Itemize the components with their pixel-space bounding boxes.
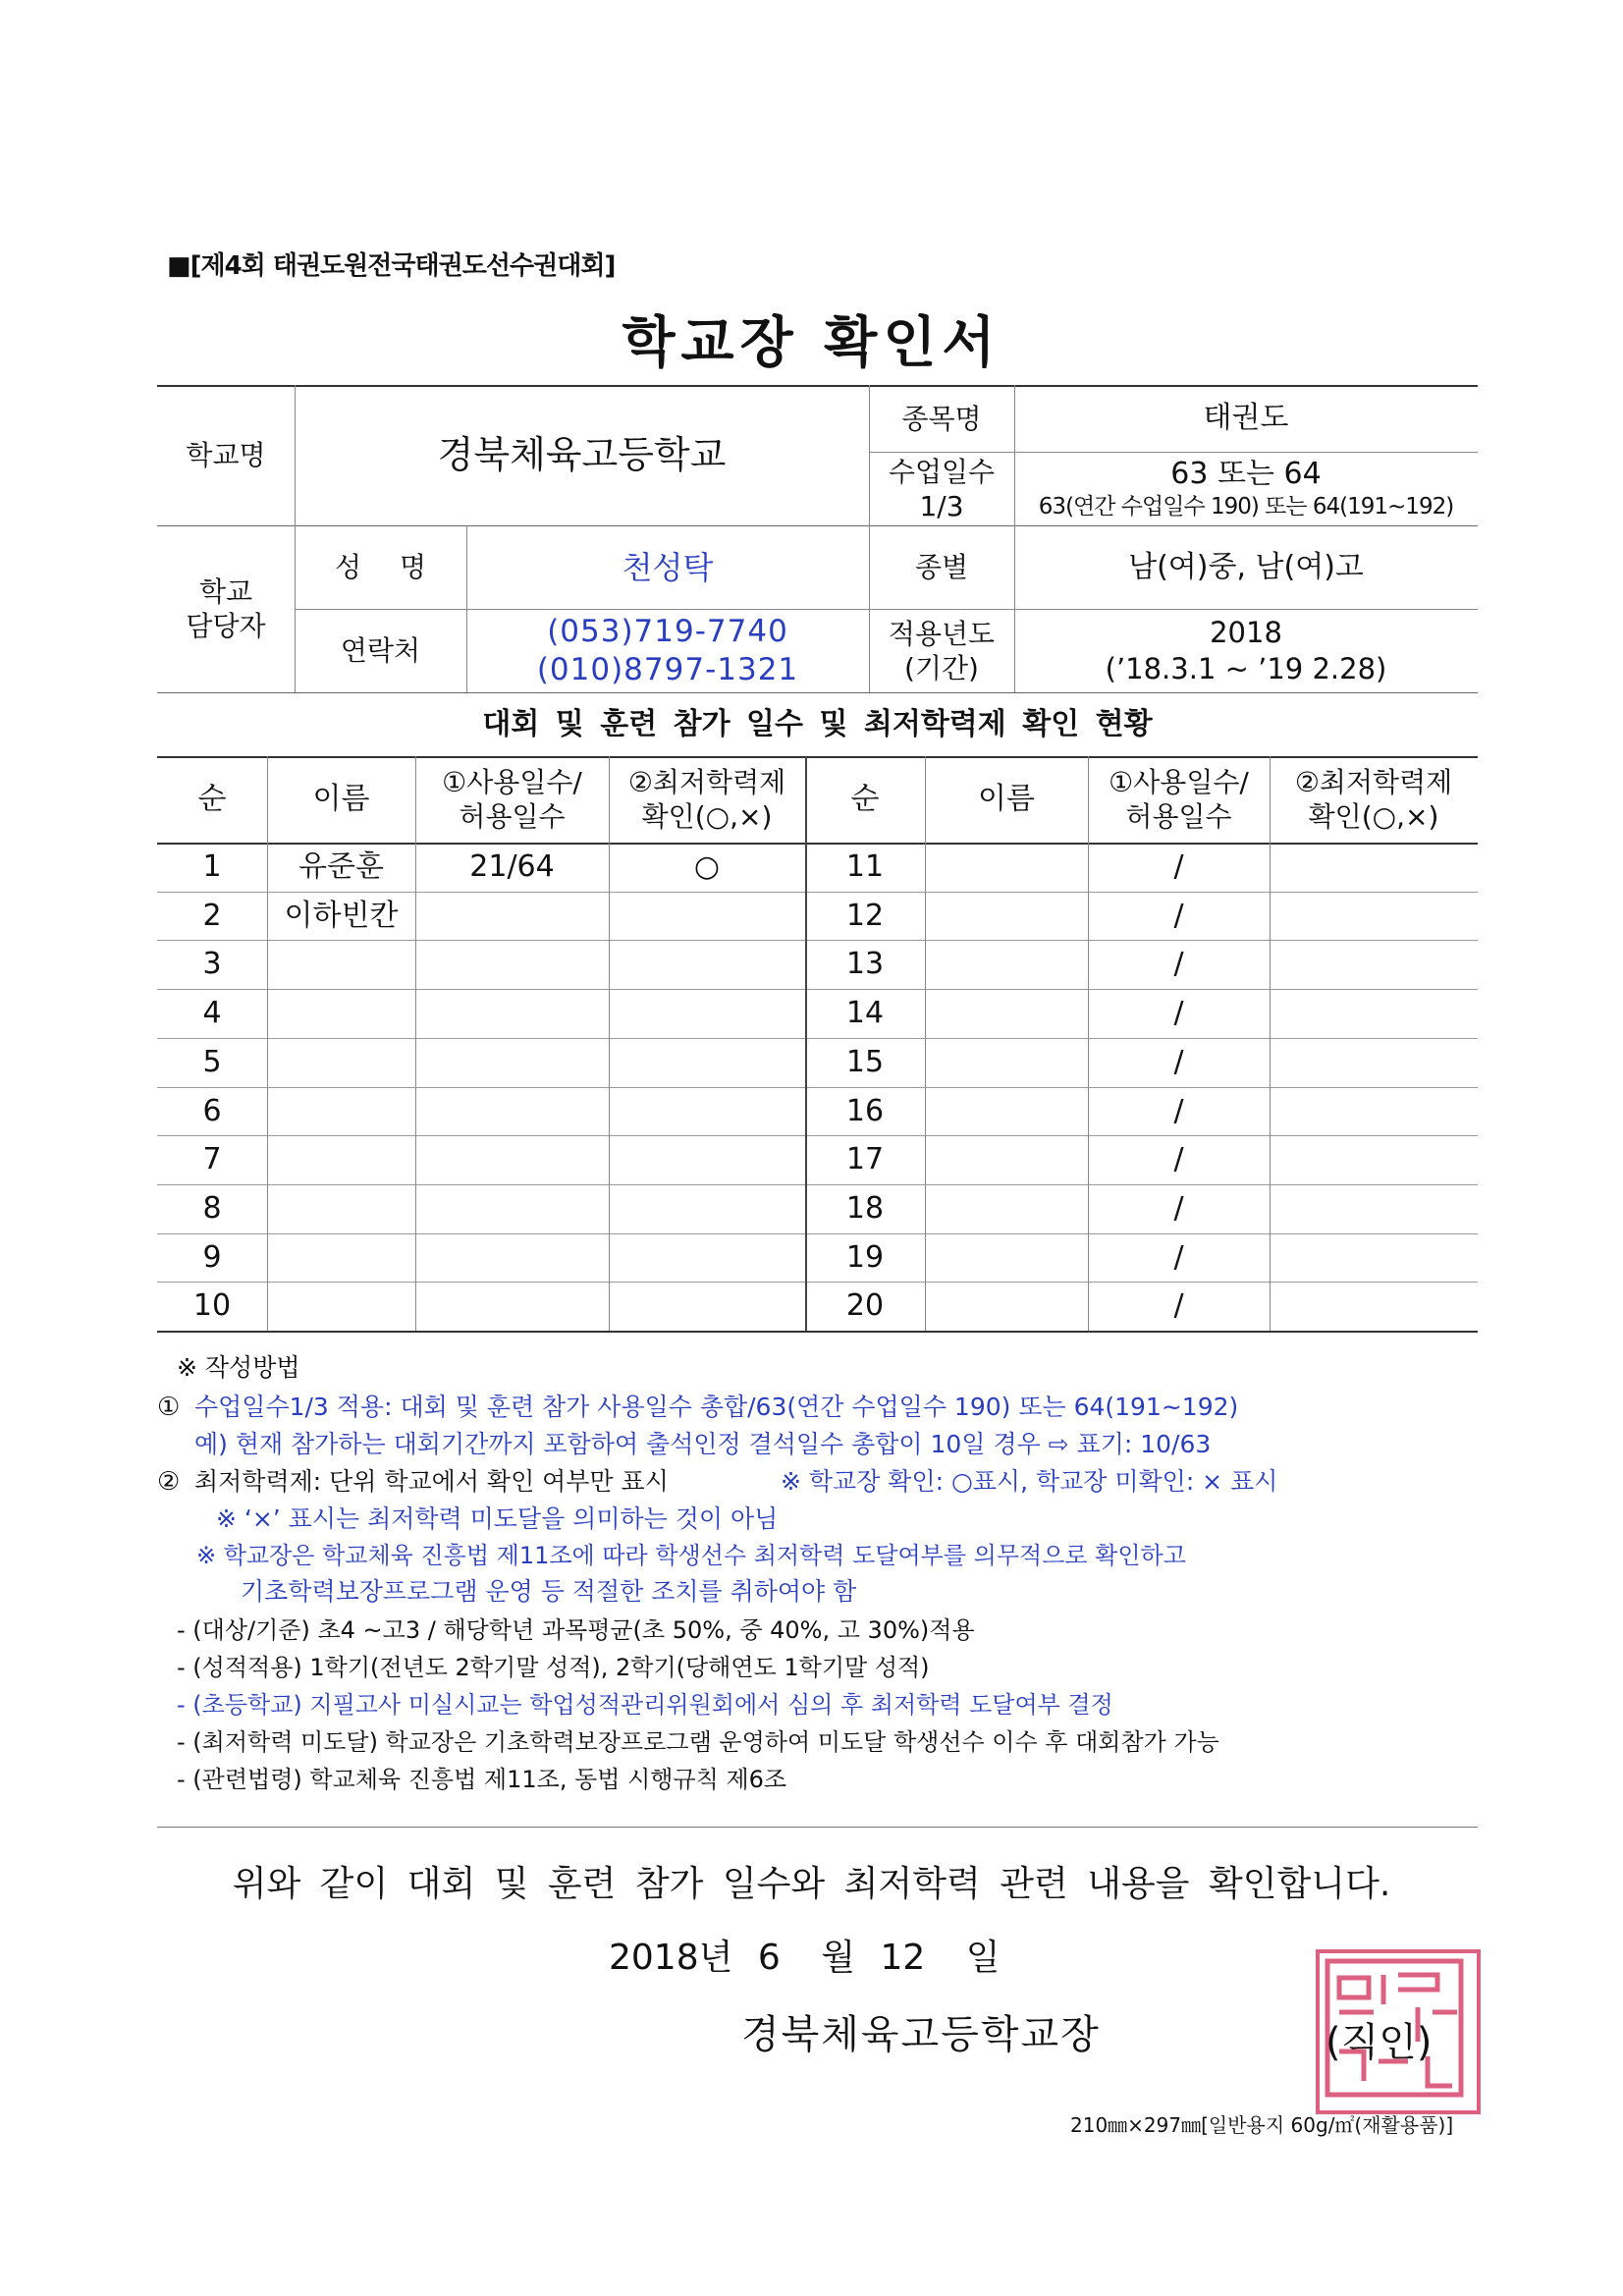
table-cell-right-name (925, 1087, 1088, 1136)
col-header-days-right (1088, 756, 1270, 843)
year-value (1014, 609, 1478, 692)
table-cell-right-check (1270, 843, 1478, 892)
col-header-days-right-line2: 허용일수 (1125, 800, 1232, 833)
table-cell-right-name (925, 940, 1088, 989)
table-cell-right-check (1270, 989, 1478, 1038)
col-header-min-line2: 확인(○,×) (641, 800, 773, 833)
table-cell-left-name: 유준훈 (298, 849, 384, 885)
date-month-unit: 월 (821, 1938, 855, 1978)
table-cell-left-check (609, 1233, 805, 1283)
col-header-min-right-line1: ②최저학력제 (1294, 766, 1453, 798)
table-cell-left-check (609, 1135, 805, 1184)
year-value-line2: (’18.3.1 ~ ’19 2.28) (1105, 651, 1387, 685)
table-cell-right-no: 14 (845, 996, 885, 1031)
table-cell-left-days (415, 989, 609, 1038)
table-cell-left-days (415, 940, 609, 989)
days-value-line2: 63(연간 수업일수 190) 또는 64(191~192) (1038, 493, 1454, 519)
note-1: 수업일수1/3 적용: 대회 및 훈련 참가 사용일수 총합/63(연간 수업일수 190) 또는 64(191~192) (194, 1393, 1239, 1421)
table-cell-right-days: / (1173, 1190, 1184, 1226)
table-cell-left-no: 1 (202, 849, 222, 885)
days-label-line2: 1/3 (919, 489, 964, 522)
table-cell-right-check (1270, 1282, 1478, 1331)
table-cell-left-no: 8 (202, 1190, 222, 1226)
signer-name: 경북체육고등학교장 (741, 2012, 1101, 2057)
table-cell-right-name (925, 989, 1088, 1038)
col-header-days-line2: 허용일수 (459, 800, 566, 833)
table-cell-right-check (1270, 1135, 1478, 1184)
school-name: 경북체육고등학교 (437, 432, 727, 476)
year-value-line1: 2018 (1210, 616, 1282, 650)
note-2: 최저학력제: 단위 학교에서 확인 여부만 표시 (194, 1467, 669, 1496)
days-value-line1: 63 또는 64 (1170, 457, 1322, 492)
contact-value (466, 609, 869, 692)
table-cell-left-name (267, 1038, 415, 1087)
event-label: 종목명 (901, 402, 982, 435)
col-header-min-right (1270, 756, 1478, 843)
school-label: 학교명 (186, 439, 266, 471)
table-cell-right-no: 17 (845, 1142, 885, 1177)
date-year: 2018년 (609, 1938, 733, 1978)
table-cell-left-days (415, 1087, 609, 1136)
notes-heading: ※ 작성방법 (177, 1353, 300, 1382)
table-cell-right-days: / (1173, 1239, 1184, 1275)
col-header-min (609, 756, 805, 843)
table-cell-right-days: / (1173, 1093, 1184, 1128)
note-2-mark: ② (157, 1467, 181, 1497)
year-label (869, 609, 1014, 692)
table-cell-right-no: 13 (845, 947, 885, 982)
table-cell-right-days: / (1173, 1288, 1184, 1324)
note-1-example: 예) 현재 참가하는 대회기간까지 포함하여 출석인정 결석일수 총합이 10일 경우 ⇨ 표기: 10/63 (194, 1430, 1212, 1458)
table-cell-right-no: 11 (845, 849, 885, 885)
table-cell-right-name (925, 1038, 1088, 1087)
table-cell-right-name (925, 892, 1088, 941)
table-cell-left-check (609, 1282, 805, 1331)
table-cell-left-check (609, 1038, 805, 1087)
days-label-line1: 수업일수 (888, 455, 996, 488)
table-cell-right-no: 19 (845, 1239, 885, 1275)
event-header: ■[제4회 태권도원전국태권도선수권대회] (167, 251, 616, 281)
table-cell-right-name (925, 1184, 1088, 1233)
table-cell-right-name (925, 1135, 1088, 1184)
table-cell-left-name: 이하빈칸 (284, 898, 399, 933)
days-label (869, 452, 1014, 525)
table-cell-left-no: 4 (202, 996, 222, 1031)
note-3: ※ ‘×’ 표시는 최저학력 미도달을 의미하는 것이 아님 (216, 1504, 779, 1533)
manager-label-line1: 학교 (198, 575, 253, 608)
name-label: 성 명 (335, 551, 426, 583)
contact-label: 연락처 (340, 634, 421, 667)
note-4b: 기초학력보장프로그램 운영 등 적절한 조치를 취하여야 함 (241, 1577, 857, 1606)
type-label: 종별 (914, 551, 969, 583)
table-cell-left-days: 21/64 (469, 849, 555, 885)
table-cell-left-no: 3 (202, 947, 222, 982)
table-cell-right-check (1270, 1184, 1478, 1233)
confirm-statement: 위와 같이 대회 및 훈련 참가 일수와 최저학력 관련 내용을 확인합니다. (232, 1864, 1391, 1904)
detail-4: - (최저학력 미도달) 학교장은 기초학력보장프로그램 운영하여 미도달 학생선수 이수 후 대회참가 가능 (177, 1728, 1219, 1756)
date-day-unit: 일 (965, 1938, 1001, 1978)
manager-label (157, 525, 295, 692)
table-cell-left-days (415, 1038, 609, 1087)
table-cell-left-name (267, 1135, 415, 1184)
date-month: 6 (757, 1938, 781, 1978)
table-cell-right-no: 16 (845, 1093, 885, 1128)
note-2-confirm: ※ 학교장 확인: ○표시, 학교장 미확인: × 표시 (781, 1467, 1278, 1496)
table-cell-left-days (415, 1282, 609, 1331)
col-header-min-line1: ②최저학력제 (627, 766, 786, 798)
col-header-no: 순 (197, 782, 227, 817)
page-title: 학교장 확인서 (622, 311, 1001, 375)
table-cell-right-days: / (1173, 849, 1184, 885)
table-cell-left-days (415, 1184, 609, 1233)
confirm-date (609, 1930, 1001, 1980)
name-value: 천성탁 (622, 548, 714, 586)
table-cell-left-no: 2 (202, 898, 222, 933)
year-label-line2: (기간) (904, 651, 979, 684)
event-value: 태권도 (1203, 401, 1289, 436)
table-row-border (157, 1331, 1478, 1333)
table-cell-right-name (925, 1282, 1088, 1331)
note-4: ※ 학교장은 학교체육 진흥법 제11조에 따라 학생선수 최저학력 도달여부를 의무적으로 확인하고 (196, 1542, 1186, 1569)
col-header-name-right: 이름 (978, 782, 1035, 817)
table-cell-right-check (1270, 940, 1478, 989)
table-cell-left-check (609, 1087, 805, 1136)
table-cell-right-days: / (1173, 1142, 1184, 1177)
detail-2: - (성적적용) 1학기(전년도 2학기말 성적), 2학기(당해연도 1학기말 성적) (177, 1654, 930, 1681)
contact-phone-1: (053)719-7740 (547, 613, 788, 649)
detail-1: - (대상/기준) 초4 ~고3 / 해당학년 과목평균(초 50%, 중 40%, 고 30%)적용 (177, 1616, 975, 1644)
seal-label: (직인) (1325, 2020, 1433, 2065)
year-label-line1: 적용년도 (888, 617, 996, 650)
date-day: 12 (880, 1938, 926, 1978)
col-header-days (415, 756, 609, 843)
table-cell-right-days: / (1173, 947, 1184, 982)
table-cell-right-check (1270, 1038, 1478, 1087)
table-cell-left-name (267, 1087, 415, 1136)
note-1-mark: ① (157, 1393, 181, 1422)
table-cell-right-days: / (1173, 996, 1184, 1031)
table-cell-left-days (415, 1233, 609, 1283)
table-cell-right-no: 18 (845, 1190, 885, 1226)
table-cell-left-days (415, 1135, 609, 1184)
table-cell-right-name (925, 1233, 1088, 1283)
table-cell-left-name (267, 989, 415, 1038)
table-cell-right-days: / (1173, 1044, 1184, 1079)
table-cell-left-days (415, 892, 609, 941)
table-cell-left-check: ○ (693, 849, 721, 885)
table-cell-left-check (609, 940, 805, 989)
col-header-name: 이름 (312, 782, 370, 817)
table-cell-right-no: 15 (845, 1044, 885, 1079)
table-cell-left-no: 7 (202, 1142, 222, 1177)
table-cell-right-no: 20 (845, 1288, 885, 1324)
paper-spec: 210㎜×297㎜[일반용지 60g/㎡(재활용품)] (1070, 2113, 1454, 2137)
days-value (1014, 452, 1478, 525)
table-cell-left-check (609, 892, 805, 941)
table-cell-right-name (925, 843, 1088, 892)
manager-label-line2: 담당자 (186, 610, 266, 642)
table-cell-right-check (1270, 1233, 1478, 1283)
type-value: 남(여)중, 남(여)고 (1128, 549, 1364, 584)
col-header-days-line1: ①사용일수/ (442, 766, 582, 798)
table-cell-left-name (267, 1184, 415, 1233)
table-cell-left-no: 10 (192, 1288, 232, 1324)
detail-5: - (관련법령) 학교체육 진흥법 제11조, 동법 시행규칙 제6조 (177, 1766, 787, 1793)
table-cell-right-no: 12 (845, 898, 885, 933)
col-header-no-right: 순 (850, 782, 880, 817)
col-header-min-right-line2: 확인(○,×) (1308, 800, 1439, 833)
table-cell-left-name (267, 940, 415, 989)
table-cell-right-check (1270, 1087, 1478, 1136)
table-cell-left-name (267, 1233, 415, 1283)
confirm-divider (157, 1827, 1478, 1828)
table-cell-left-check (609, 1184, 805, 1233)
contact-phone-2: (010)8797-1321 (536, 651, 799, 687)
table-cell-left-name (267, 1282, 415, 1331)
table-cell-left-no: 9 (202, 1239, 222, 1275)
col-header-days-right-line1: ①사용일수/ (1109, 766, 1249, 798)
table-cell-right-days: / (1173, 898, 1184, 933)
table-cell-left-check (609, 989, 805, 1038)
table-cell-right-check (1270, 892, 1478, 941)
detail-3: - (초등학교) 지필고사 미실시교는 학업성적관리위원회에서 심의 후 최저학력 도달여부 결정 (177, 1691, 1113, 1719)
table-cell-left-no: 5 (202, 1044, 222, 1079)
table-cell-left-no: 6 (202, 1093, 222, 1128)
section-title: 대회 및 훈련 참가 일수 및 최저학력제 확인 현황 (482, 706, 1153, 741)
